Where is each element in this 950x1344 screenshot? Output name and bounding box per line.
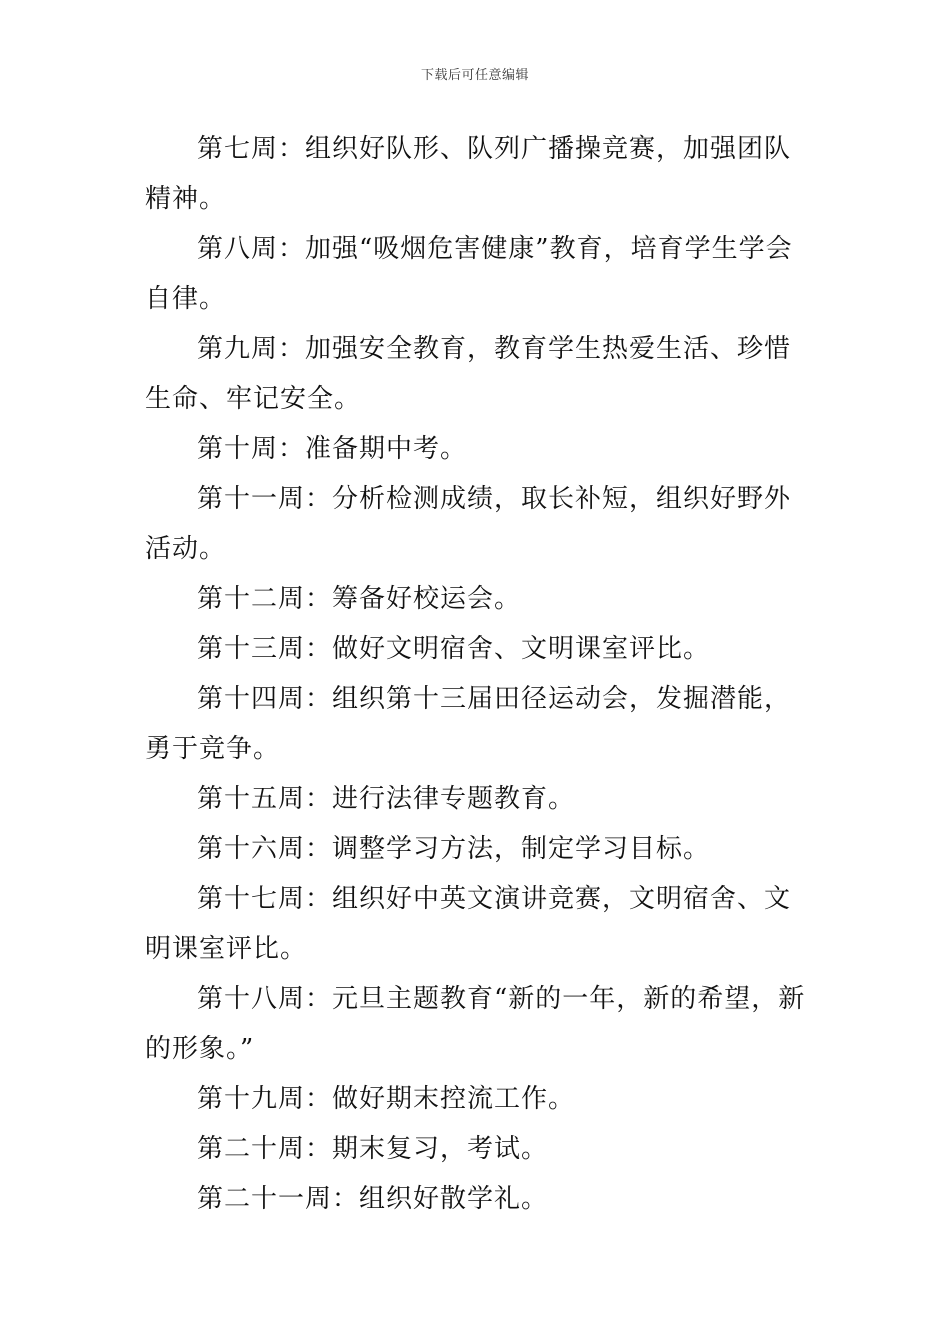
document-body bbox=[145, 124, 810, 1224]
paragraph-week-8: 第八周：加强“吸烟危害健康”教育，培育学生学会自律。 bbox=[145, 234, 793, 314]
paragraph-week-19: 第十九周：做好期末控流工作。 bbox=[197, 1084, 576, 1114]
paragraph-week-14: 第十四周：组织第十三届田径运动会，发掘潜能，勇于竞争。 bbox=[145, 684, 792, 764]
paragraph-week-7: 第七周：组织好队形、队列广播操竞赛，加强团队精神。 bbox=[145, 134, 792, 214]
page-header: 下载后可任意编辑 bbox=[420, 68, 529, 83]
paragraph-week-15: 第十五周：进行法律专题教育。 bbox=[197, 784, 576, 814]
paragraph-week-21: 第二十一周：组织好散学礼。 bbox=[197, 1184, 549, 1214]
paragraph-week-11: 第十一周：分析检测成绩，取长补短，组织好野外活动。 bbox=[145, 484, 792, 564]
paragraph-week-20: 第二十周：期末复习，考试。 bbox=[197, 1134, 549, 1164]
paragraph-week-12: 第十二周：筹备好校运会。 bbox=[197, 584, 522, 614]
paragraph-week-18: 第十八周：元旦主题教育“新的一年，新的希望，新的形象。” bbox=[145, 984, 806, 1064]
paragraph-week-9: 第九周：加强安全教育，教育学生热爱生活、珍惜生命、牢记安全。 bbox=[145, 334, 792, 414]
paragraph-week-17: 第十七周：组织好中英文演讲竞赛，文明宿舍、文明课室评比。 bbox=[145, 884, 792, 964]
paragraph-week-10: 第十周：准备期中考。 bbox=[197, 434, 468, 464]
paragraph-week-13: 第十三周：做好文明宿舍、文明课室评比。 bbox=[197, 634, 711, 664]
paragraph-week-16: 第十六周：调整学习方法，制定学习目标。 bbox=[197, 834, 711, 864]
